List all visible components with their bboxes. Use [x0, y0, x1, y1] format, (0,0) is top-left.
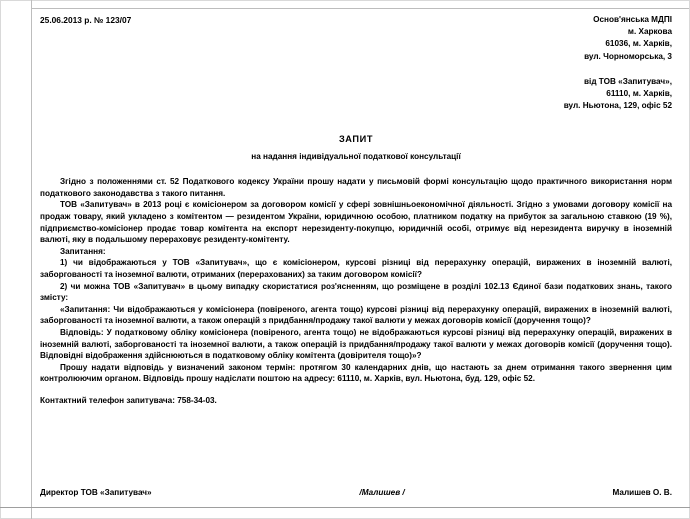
addressee-line-4: вул. Чорноморська, 3	[584, 51, 672, 61]
sender-block	[40, 76, 672, 113]
paragraph-2: ТОВ «Запитувач» в 2013 році є комісіонером за договором комісії у сфері зовнішньоекономічної діяльності. Згідно з умовами договору комісії на продаж товару, який укладено з комітентом — резидентом України, юридичною особою, платником податку на прибуток за загальною ставкою (19 %), підприємство-комісіонер продає товар комітента на експорт нерезиденту-покупцю, юридичній особі, отримує від нерезидента виручку в іноземній валюті, яку в подальшому перераховує резиденту-комітенту.	[40, 200, 672, 245]
paragraph-questions-label: Запитання:	[60, 246, 106, 256]
sender-line-3: вул. Ньютона, 129, офіс 52	[563, 101, 672, 111]
contact-phone: Контактний телефон запитувача: 758-34-03.	[40, 395, 217, 405]
signature-mark: /Малишев /	[359, 488, 405, 497]
document-body	[40, 14, 672, 415]
paragraph-request: Прошу надати відповідь у визначений законом термін: протягом 30 календарних днів, що настають за днем отримання такого звернення цим контролюючим органом. Відповідь прошу надіслати поштою на адресу: 61110, м. Харків, вул. Ньютона, буд. 129, офіс 52.	[40, 362, 672, 384]
top-margin-rule	[31, 8, 689, 9]
paragraph-question-1: 1) чи відображаються у ТОВ «Запитувач», що є комісіонером, курсові різниці від перерахунку операцій, виражених в іноземній валюті, заборгованості та іноземної валюти, отриманих (перерахованих) за таким договором комісії?	[40, 258, 672, 279]
document-title: ЗАПИТ	[338, 134, 374, 145]
letterhead	[40, 14, 672, 63]
addressee-line-3: 61036, м. Харків,	[605, 39, 672, 49]
paragraph-question-2: 2) чи можна ТОВ «Запитувач» в цьому випадку скористатися роз'ясненням, що розміщене в розділі 102.13 Єдиної бази податкових знань, такого змісту:	[40, 281, 672, 303]
document-date: 25.06.2013 р. № 123/07	[40, 15, 132, 25]
paragraph-quote-answer: Відповідь: У податковому обліку комісіонера (повіреного, агента тощо) не відображаються курсові різниці від перерахунку операцій, виражених в іноземній валюті, заборгованості та іноземної валюти, а також операцій із придбання/продажу такої валюти у межах договорів комісії (доручення тощо). Відповідні відображення здійснюються в податковому обліку комітента (довірителя тощо)»?	[40, 327, 672, 361]
signer-name: Малишев О. В.	[612, 488, 672, 497]
sender-line-2: 61110, м. Харків,	[606, 89, 672, 99]
sender-line-1: від ТОВ «Запитувач»,	[584, 76, 672, 86]
document-text	[40, 176, 672, 406]
addressee-line-1: Основ'янська МДПІ	[593, 15, 672, 24]
paragraph-1: Згідно з положеннями ст. 52 Податкового кодексу України прошу надати у письмовій формі консультацію щодо практичного використання норм податкового законодавства з такого питання.	[40, 177, 672, 198]
addressee-line-2: м. Харкова	[627, 27, 672, 37]
bottom-margin-rule	[0, 507, 690, 508]
document-subtitle: на надання індивідуальної податкової консультації	[251, 151, 461, 161]
signer-position: Директор ТОВ «Запитувач»	[40, 488, 152, 497]
left-margin-rule	[31, 0, 32, 519]
paragraph-quote-question: «Запитання: Чи відображаються у комісіонера (повіреного, агента тощо) курсові різниці від перерахунку операцій, виражених в іноземній валюті, заборгованості та іноземної валюти, а також операцій з придбання/продажу такої валюти у межах договорів комісії (доручення тощо)?	[40, 304, 672, 326]
signature-block	[40, 488, 672, 497]
addressee-block	[584, 14, 672, 63]
